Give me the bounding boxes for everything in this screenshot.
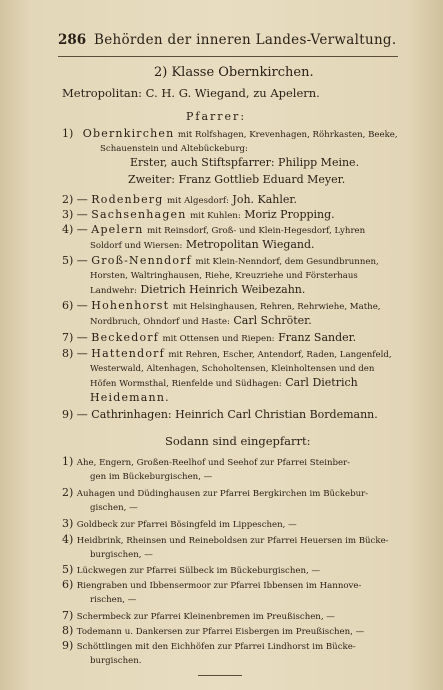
eingepfarrt-1-cont: gen im Bückeburgischen, — bbox=[90, 472, 213, 482]
eingepfarrt-heading: Sodann sind eingepfarrt: bbox=[165, 434, 311, 448]
parish-entry-1-cont: Schauenstein und Altebückeburg: bbox=[100, 144, 248, 154]
parish-entry-7: 7) — Beckedorf mit Ottensen und Riepen: Franz Sander. bbox=[62, 331, 357, 344]
parish-entry-8: 8) — Hattendorf mit Rehren, Escher, Antendorf, Raden, Langenfeld, bbox=[62, 347, 392, 360]
parish-entry-2: 2) — Rodenberg mit Algesdorf: Joh. Kahler. bbox=[62, 193, 297, 206]
eingepfarrt-6: 6) Riengraben und Ibbensermoor zur Pfarrei Ibbensen im Hannove- bbox=[62, 578, 362, 591]
page-number: 286 bbox=[58, 32, 87, 48]
eingepfarrt-9-cont: burgischen. bbox=[90, 656, 142, 666]
parish-entry-4: 4) — Apelern mit Reinsdorf, Groß- und Klein-Hegesdorf, Lyhren bbox=[62, 223, 366, 236]
parish-entry-6-cont: Nordbruch, Ohndorf und Haste: Carl Schröter. bbox=[90, 314, 312, 327]
eingepfarrt-2: 2) Auhagen und Düdinghausen zur Pfarrei Bergkirchen im Bückebur- bbox=[62, 486, 369, 499]
parish-entry-8-cont2: Höfen Wormsthal, Rienfelde und Südhagen: Carl Dietrich bbox=[90, 376, 358, 389]
running-header bbox=[58, 32, 398, 52]
parish-entry-6: 6) — Hohenhorst mit Helsinghausen, Rehren, Rehrwiehe, Mathe, bbox=[62, 299, 381, 312]
parish-entry-1: 1) Obernkirchen mit Rolfshagen, Krevenhagen, Röhrkasten, Beeke, bbox=[62, 127, 398, 140]
running-title: Behörden der inneren Landes-Verwaltung. bbox=[94, 32, 397, 48]
eingepfarrt-7: 7) Schermbeck zur Pfarrei Kleinenbremen im Preußischen, — bbox=[62, 609, 335, 622]
first-pastor: Erster, auch Stiftspfarrer: Philipp Meine. bbox=[130, 156, 360, 169]
eingepfarrt-4-cont: burgischen, — bbox=[90, 550, 153, 560]
eingepfarrt-9: 9) Schöttlingen mit den Eichhöfen zur Pfarrei Lindhorst im Bücke- bbox=[62, 639, 356, 652]
pfarrer-heading: Pfarrer: bbox=[186, 110, 247, 123]
eingepfarrt-2-cont: gischen, — bbox=[90, 503, 138, 513]
second-pastor: Zweiter: Franz Gottlieb Eduard Meyer. bbox=[128, 173, 346, 186]
parish-entry-5-cont: Horsten, Waltringhausen, Riehe, Kreuzriehe und Försterhaus bbox=[90, 271, 358, 281]
parish-entry-9: 9) — Cathrinhagen: Heinrich Carl Christian Bordemann. bbox=[62, 408, 378, 421]
end-rule bbox=[198, 675, 242, 676]
parish-entry-3: 3) — Sachsenhagen mit Kuhlen: Moriz Propping. bbox=[62, 208, 335, 221]
eingepfarrt-3: 3) Goldbeck zur Pfarrei Bösingfeld im Lippeschen, — bbox=[62, 517, 297, 530]
parish-entry-5-cont2: Landwehr: Dietrich Heinrich Weibezahn. bbox=[90, 283, 306, 296]
eingepfarrt-6-cont: rischen, — bbox=[90, 595, 137, 605]
metropolitan-line: Metropolitan: C. H. G. Wiegand, zu Apelern. bbox=[62, 86, 320, 100]
parish-entry-4-cont: Soldorf und Wiersen: Metropolitan Wiegand. bbox=[90, 238, 315, 251]
class-title: 2) Klasse Obernkirchen. bbox=[154, 65, 314, 80]
eingepfarrt-8: 8) Todemann u. Dankersen zur Pfarrei Eisbergen im Preußischen, — bbox=[62, 624, 365, 637]
header-rule bbox=[58, 56, 398, 57]
eingepfarrt-5: 5) Lückwegen zur Pfarrei Sülbeck im Bückeburgischen, — bbox=[62, 563, 321, 576]
parish-entry-8-pastor: Heidemann. bbox=[90, 391, 170, 404]
eingepfarrt-1: 1) Ahe, Engern, Großen-Reelhof und Seehof zur Pfarrei Steinber- bbox=[62, 455, 351, 468]
eingepfarrt-4: 4) Heidbrink, Rheinsen und Reineboldsen zur Pfarrei Heuersen im Bücke- bbox=[62, 533, 389, 546]
parish-entry-5: 5) — Groß-Nenndorf mit Klein-Nenndorf, dem Gesundbrunnen, bbox=[62, 254, 379, 267]
parish-entry-8-cont: Westerwald, Altenhagen, Schoholtensen, Kleinholtensen und den bbox=[90, 364, 375, 374]
